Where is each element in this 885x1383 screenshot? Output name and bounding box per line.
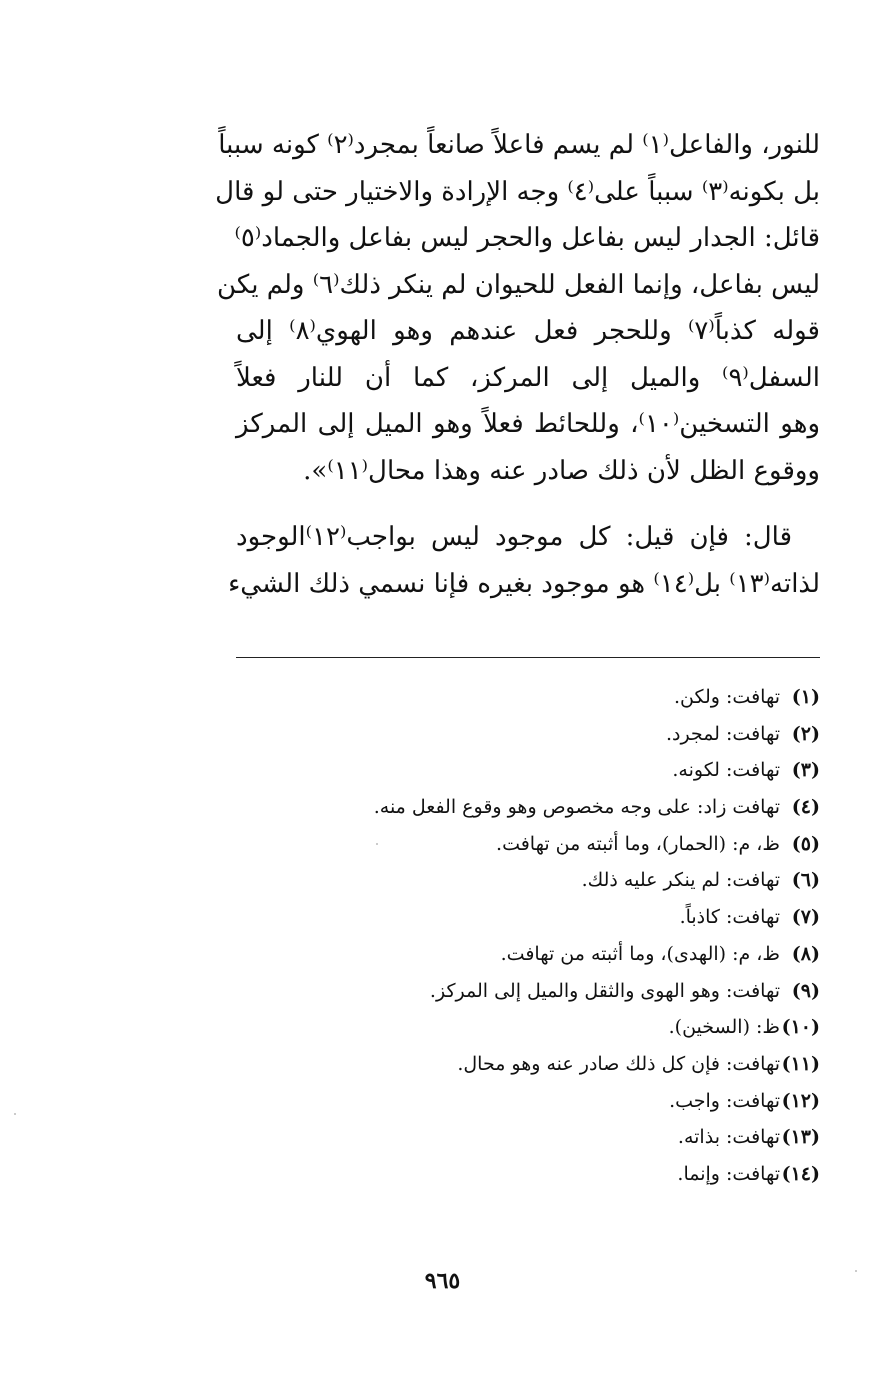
footnote-number: (١٢)	[781, 1089, 820, 1112]
text-line: لذاته⁽١٣⁾ بل⁽١٤⁾ هو موجود بغيره فإنا نسمي ذلك الشيء	[228, 568, 820, 599]
text-line: قوله كذباً⁽٧⁾ وللحجر فعل عندهم وهو الهوي⁽٨⁾ إلى	[236, 316, 820, 346]
footnote-number: (٧)	[791, 906, 820, 929]
footnote-number: (٢)	[791, 722, 820, 745]
text-line: وهو التسخين⁽١٠⁾، وللحائط فعلاً وهو الميل إلى المركز	[236, 409, 820, 439]
footnote-text: تهافت: واجب.	[669, 1089, 780, 1112]
footnote-number: (١١)	[781, 1052, 820, 1075]
footnote-item	[236, 973, 820, 1010]
footnote-number: (٨)	[791, 942, 820, 965]
text-line: للنور، والفاعل⁽١⁾ لم يسم فاعلاً صانعاً بمجرد⁽٢⁾ كونه سبباً	[218, 130, 820, 160]
text-line: ليس بفاعل، وإنما الفعل للحيوان لم ينكر ذلك⁽٦⁾ ولم يكن	[217, 269, 820, 300]
footnote-item	[236, 679, 820, 716]
scan-speck	[855, 1270, 857, 1272]
footnote-item	[236, 789, 820, 826]
footnote-item	[236, 826, 820, 863]
footnote-text: ظ، م: (الهدى)، وما أثبته من تهافت.	[500, 942, 780, 965]
main-text-body	[215, 122, 820, 607]
footnote-item	[236, 1083, 820, 1120]
footnote-item	[236, 862, 820, 899]
footnote-item	[236, 1009, 820, 1046]
footnote-text: تهافت: لم ينكر عليه ذلك.	[581, 869, 780, 892]
paragraph-1	[215, 122, 820, 494]
footnote-text: تهافت: وهو الهوى والثقل والميل إلى المركز.	[429, 979, 780, 1002]
footnote-text: تهافت: ولكن.	[674, 686, 780, 708]
footnote-item	[236, 1156, 820, 1193]
footnote-text: تهافت: كاذباً.	[679, 906, 780, 929]
footnotes-list	[236, 679, 820, 1193]
footnote-number: (٣)	[791, 759, 820, 782]
footnote-item	[236, 936, 820, 973]
footnote-item	[236, 1119, 820, 1156]
footnote-text: تهافت: وإنما.	[677, 1162, 780, 1185]
footnote-number: (٥)	[791, 832, 820, 855]
footnote-item	[236, 899, 820, 936]
footnote-text: تهافت: فإن كل ذلك صادر عنه وهو محال.	[457, 1052, 780, 1075]
footnote-text: ظ، م: (الحمار)، وما أثبته من تهافت.	[496, 832, 780, 855]
footnote-number: (٦)	[791, 869, 820, 892]
footnote-number: (١٣)	[781, 1126, 820, 1149]
text-line: قال: فإن قيل: كل موجود ليس بواجب⁽١٢⁾الوجود	[236, 522, 792, 552]
text-line: السفل⁽٩⁾ والميل إلى المركز، كما أن للنار فعلاً	[236, 362, 820, 393]
footnote-item	[236, 1046, 820, 1083]
page-number: ٩٦٥	[424, 1268, 461, 1294]
footnote-number: (١)	[791, 686, 820, 708]
text-line: ووقوع الظل لأن ذلك صادر عنه وهذا محال⁽١١⁾».	[303, 455, 820, 486]
footnote-item	[236, 752, 820, 789]
footnote-text: تهافت: بذاته.	[677, 1126, 780, 1149]
scan-speck	[376, 843, 378, 845]
paragraph-gap	[236, 494, 820, 514]
footnote-item	[236, 716, 820, 753]
footnote-number: (٩)	[791, 979, 820, 1002]
footnote-text: ظ: (السخين).	[668, 1016, 780, 1039]
text-line: قائل: الجدار ليس بفاعل والحجر ليس بفاعل والجماد⁽٥⁾	[234, 223, 820, 253]
footnote-text: تهافت زاد: على وجه مخصوص وهو وقوع الفعل منه.	[373, 796, 780, 819]
footnote-text: تهافت: لكونه.	[672, 759, 780, 782]
footnote-divider	[236, 657, 820, 658]
paragraph-2	[228, 514, 820, 607]
footnote-text: تهافت: لمجرد.	[665, 722, 780, 745]
footnote-number: (٤)	[791, 796, 820, 819]
scan-speck	[14, 1113, 16, 1115]
footnote-number: (١٠)	[781, 1016, 820, 1039]
footnote-number: (١٤)	[781, 1162, 820, 1185]
text-line: بل بكونه⁽٣⁾ سبباً على⁽٤⁾ وجه الإرادة والاختيار حتى لو قال	[215, 176, 820, 207]
